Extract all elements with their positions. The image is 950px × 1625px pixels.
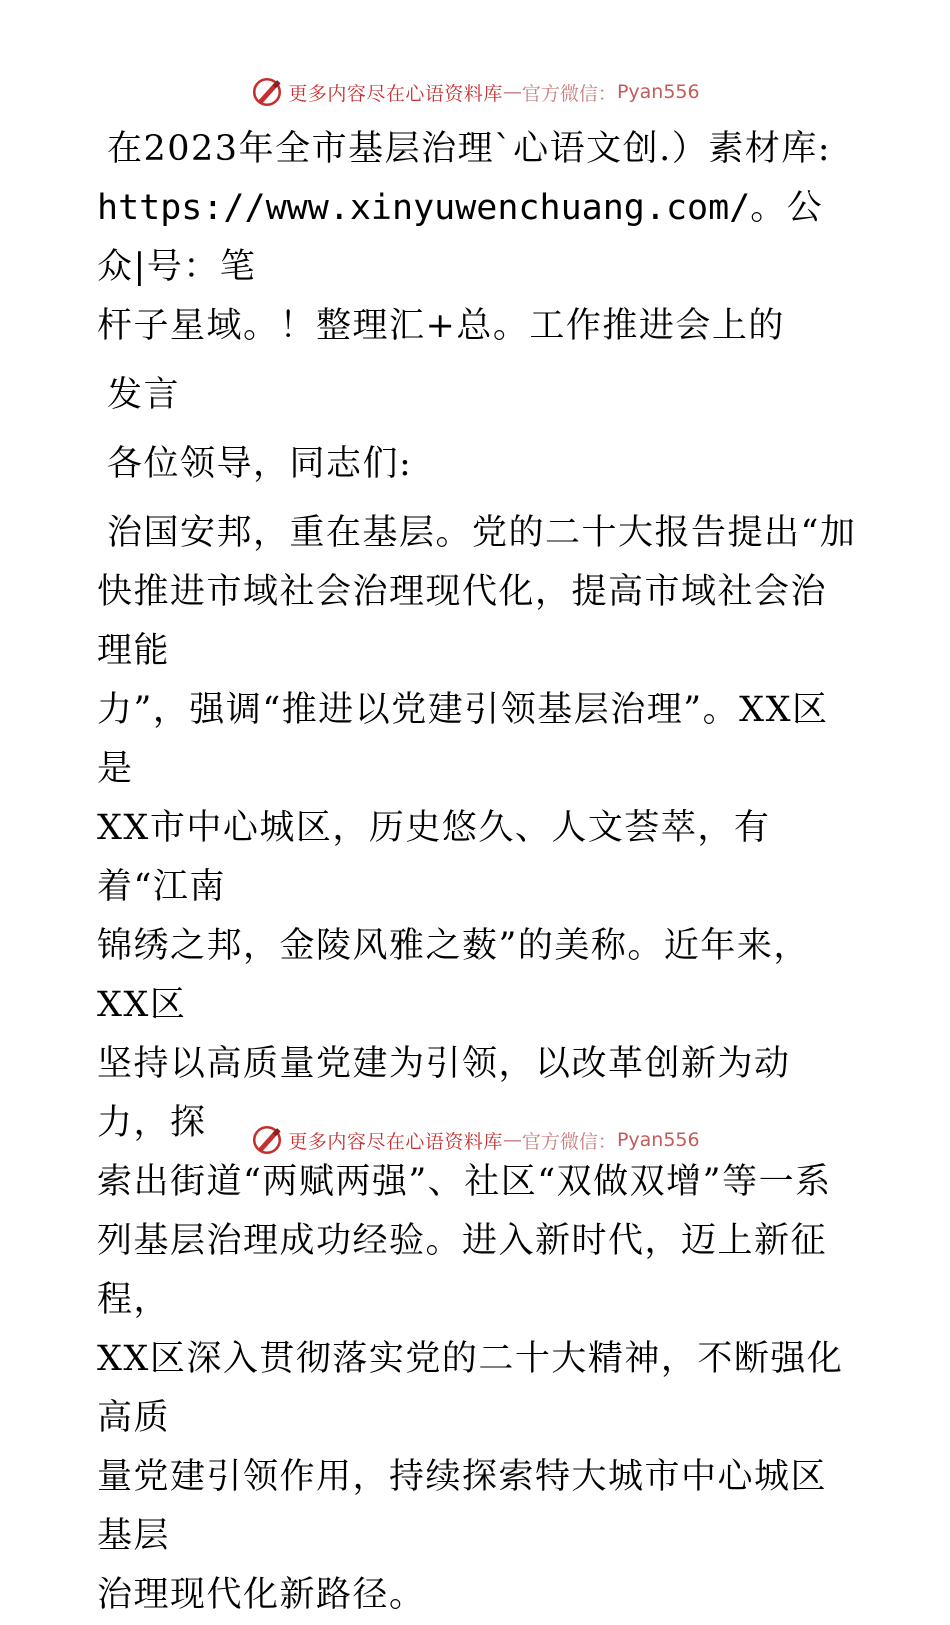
document-body	[97, 120, 857, 1625]
header-url: https://www.xinyuwenchuang.com/	[97, 188, 751, 228]
body-line: 快推进市域社会治理现代化，提高市域社会治理能	[97, 572, 828, 671]
header-line-2-rest: 。公众|号：笔	[97, 188, 824, 287]
watermark-header	[0, 72, 950, 112]
pen-logo-icon	[250, 75, 284, 109]
body-line: 量党建引领作用，持续探索特大城市中心城区基层	[97, 1457, 828, 1556]
body-line: 力”，强调“推进以党建引领基层治理”。XX区是	[97, 690, 829, 789]
watermark-footer	[0, 1120, 950, 1160]
watermark-main-text: 更多内容尽在心语资料库	[288, 1130, 503, 1153]
paragraph	[97, 504, 857, 1625]
body-line: XX区深入贯彻落实党的二十大精神，不断强化高质	[97, 1339, 844, 1438]
body-line: 治国安邦，重在基层。党的二十大报告提出“加	[107, 513, 857, 553]
watermark-wechat-id: Pyan556	[616, 81, 700, 103]
body-line: 锦绣之邦，金陵风雅之薮”的美称。近年来，XX区	[97, 926, 810, 1025]
body-line: 治理现代化新路径。	[97, 1575, 426, 1615]
watermark-separator: —	[502, 1129, 522, 1151]
title-end: 发言	[107, 375, 181, 415]
body-line: 坚持以高质量党建为引领，以改革创新为动力，探	[97, 1044, 791, 1143]
watermark-wechat-id: Pyan556	[616, 1129, 700, 1151]
watermark-main-text: 更多内容尽在心语资料库	[288, 82, 503, 105]
pen-logo-icon	[250, 1123, 284, 1157]
header-line-1: 在2023年全市基层治理`心语文创.）素材库:	[107, 129, 831, 169]
watermark-label: 官方微信：	[521, 82, 617, 105]
body-line: XX市中心城区，历史悠久、人文荟萃，有着“江南	[97, 808, 771, 907]
watermark-separator: —	[502, 81, 522, 103]
body-line: 索出街道“两赋两强”、社区“双做双增”等一系	[97, 1162, 832, 1202]
salutation: 各位领导，同志们:	[107, 444, 413, 484]
body-line: 列基层治理成功经验。进入新时代，迈上新征程，	[97, 1221, 828, 1320]
header-line-2	[97, 179, 857, 297]
watermark-label: 官方微信：	[521, 1130, 617, 1153]
header-line-3: 杆子星域。！整理汇+总。工作推进会上的	[97, 306, 785, 346]
